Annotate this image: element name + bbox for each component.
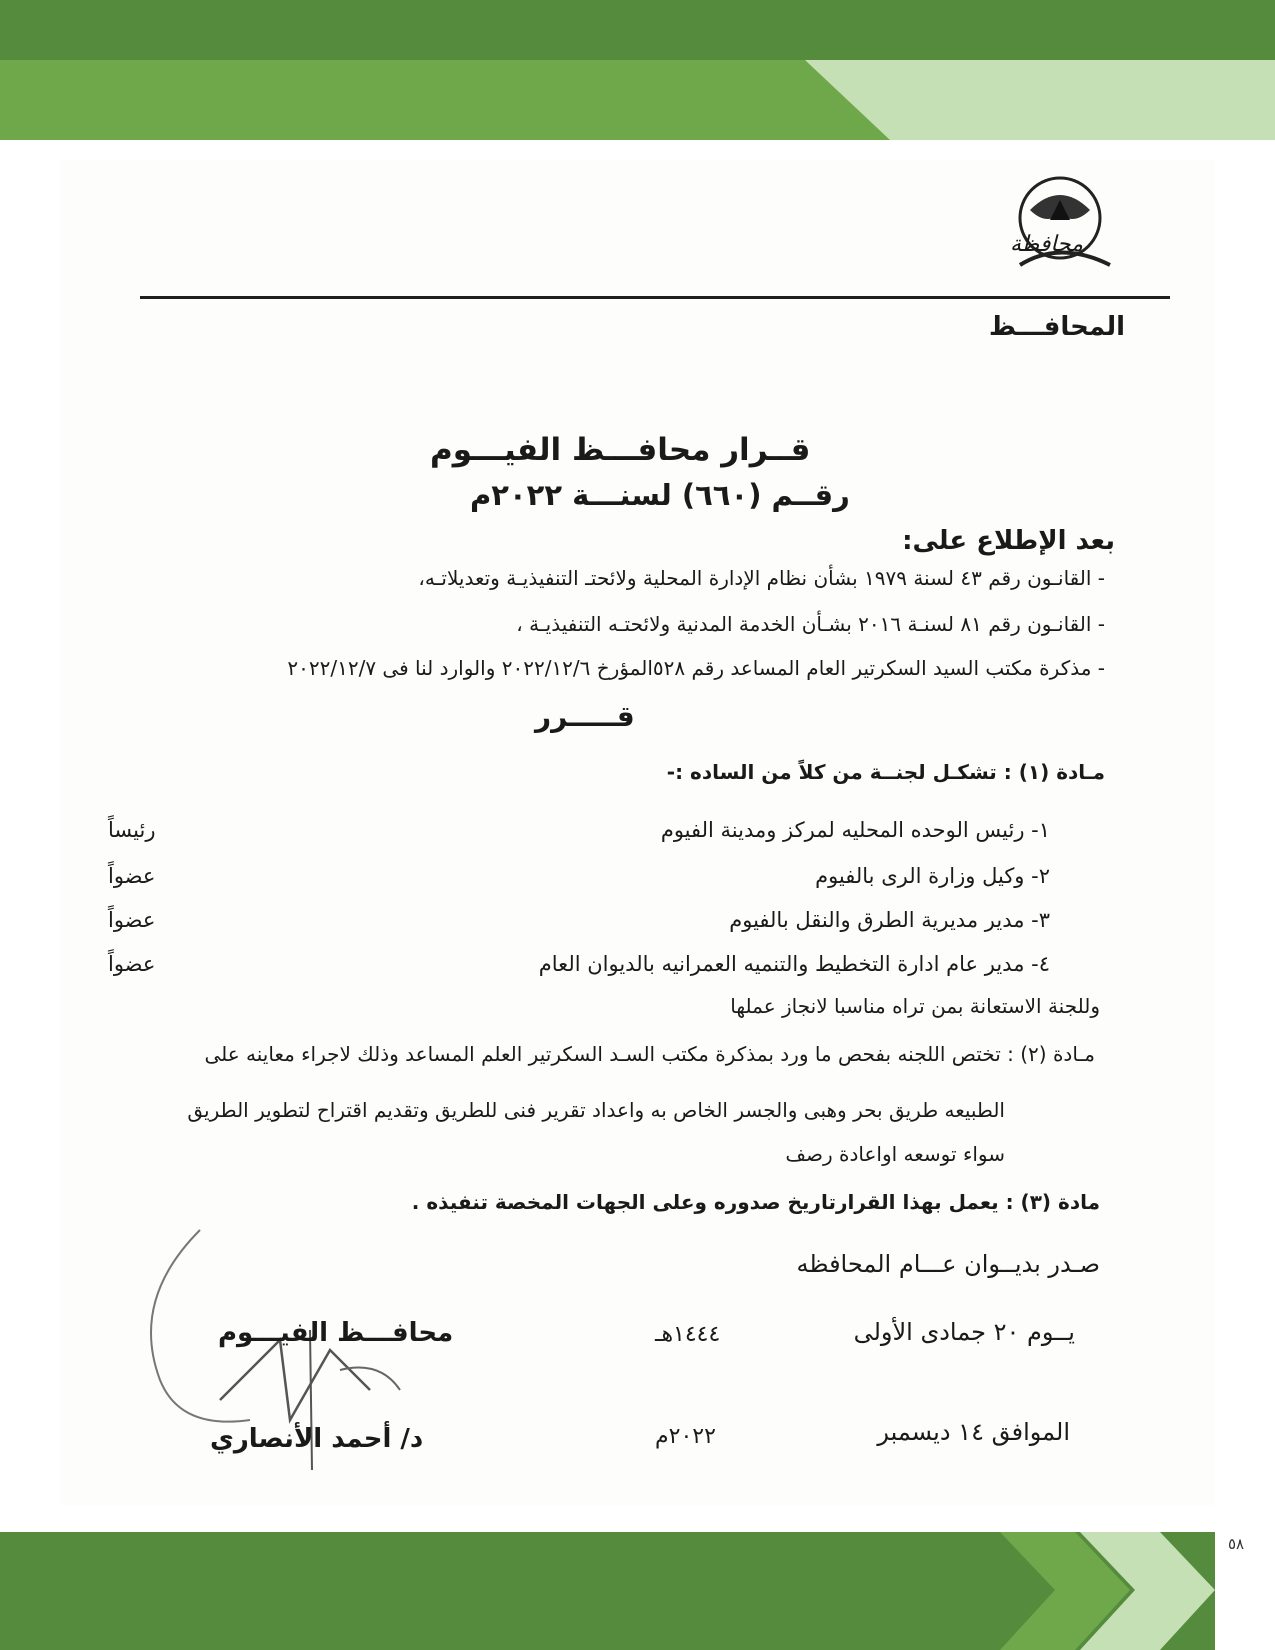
top-banner <box>0 0 1275 140</box>
decision-heading: قـــــرر <box>535 700 635 733</box>
header-divider <box>140 296 1170 299</box>
page-number: ٥٨ <box>1228 1535 1245 1553</box>
committee-assistance-note: وللجنة الاستعانة بمن تراه مناسبا لانجاز عملها <box>730 994 1100 1018</box>
committee-member: ٣- مدير مديرية الطرق والنقل بالفيوم <box>729 908 1050 932</box>
gregorian-date: الموافق ١٤ ديسمبر <box>877 1418 1070 1446</box>
member-role: عضواً <box>108 864 156 888</box>
governor-name: د/ أحمد الأنصاري <box>210 1424 424 1454</box>
decree-title: قــرار محافـــظ الفيـــوم <box>430 432 811 468</box>
preamble-intro: بعد الإطلاع على: <box>902 526 1115 556</box>
article-2-line: مـادة (٢) : تختص اللجنه بفحص ما ورد بمذكرة مكتب السـد السكرتير العلم المساعد وذلك لاجراء معاينه على <box>204 1042 1095 1066</box>
department-label: المحافـــظ <box>988 312 1125 342</box>
member-role: رئيساً <box>108 818 156 842</box>
preamble-clause: - القانـون رقم ٨١ لسنـة ٢٠١٦ بشـأن الخدمة المدنية ولائحتـه التنفيذيـة ، <box>516 612 1105 636</box>
committee-member: ٢- وكيل وزارة الرى بالفيوم <box>815 864 1050 888</box>
governor-title: محافـــظ الفيـــوم <box>218 1318 454 1348</box>
governorate-emblem-icon <box>1010 170 1120 280</box>
member-role: عضواً <box>108 952 156 976</box>
committee-member: ١- رئيس الوحده المحليه لمركز ومدينة الفيوم <box>660 818 1050 842</box>
article-3: مادة (٣) : يعمل بهذا القرارتاريخ صدوره وعلى الجهات المخصة تنفيذه . <box>411 1190 1100 1214</box>
committee-member: ٤- مدير عام ادارة التخطيط والتنميه العمرانيه بالديوان العام <box>538 952 1050 976</box>
gregorian-year: ٢٠٢٢م <box>655 1424 716 1449</box>
article-2-line: الطبيعه طريق بحر وهبى والجسر الخاص به واعداد تقرير فنى للطريق وتقديم اقتراح لتطوير الطريق <box>187 1098 1005 1122</box>
hijri-year: ١٤٤٤هـ <box>655 1322 721 1347</box>
preamble-clause: - مذكرة مكتب السيد السكرتير العام المساعد رقم ٥٢٨المؤرخ ٢٠٢٢/١٢/٦ والوارد لنا فى ٢٠٢٢/١٢/٧ <box>287 656 1105 680</box>
decree-number: رقــم (٦٦٠) لسنـــة ٢٠٢٢م <box>470 478 850 512</box>
article-2-line: سواء توسعه اواعادة رصف <box>785 1142 1005 1166</box>
preamble-clause: - القانـون رقم ٤٣ لسنة ١٩٧٩ بشأن نظام الإدارة المحلية ولائحتـ التنفيذيـة وتعديلاتـه، <box>418 566 1105 590</box>
hijri-date: يــوم ٢٠ جمادى الأولى <box>853 1318 1075 1346</box>
emblem-caption: محافظة <box>1010 232 1084 257</box>
issued-at: صـدر بديــوان عـــام المحافظه <box>796 1250 1100 1278</box>
article-1-heading: مـادة (١) : تشكـل لجنــة من كلاً من الساده :- <box>666 760 1105 784</box>
member-role: عضواً <box>108 908 156 932</box>
bottom-banner <box>0 1520 1275 1650</box>
